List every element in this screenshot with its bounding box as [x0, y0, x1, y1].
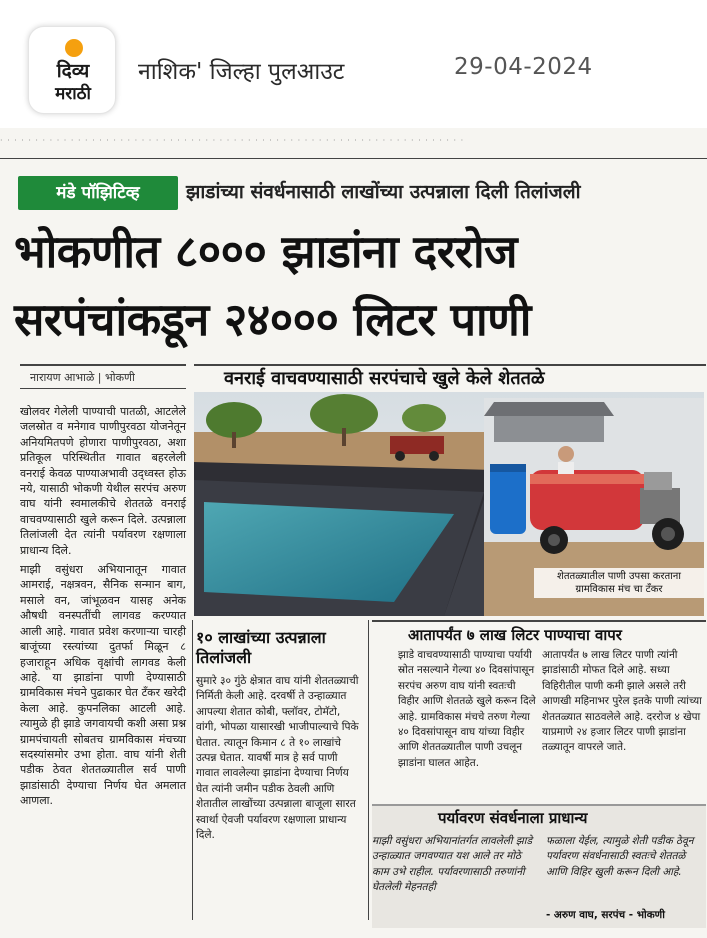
- clipped-text-strip: · · · · · · · · · · · · · · · · · · · · · · · · · · · · · · · · · · · · · · · · · · · · · · · · · · · · · · · · · · · · · · · · · ·: [0, 136, 465, 145]
- article-paragraph: खोलवर गेलेली पाण्याची पातळी, आटलेले जलस्रोत व मनेगाव पाणीपुरवठा योजनेतून अनियमितपणे होणारा पाणीपुरवठा, अशा प्रतिकूल परिस्थितीत गावात बहरलेली वनराई केवळ पाण्याअभावी उद्ध्वस्त होऊ नये, यासाठी भोकणी येथील सरपंच अरुण वाघ यांनी स्वमालकीचे शेततळे वनराई वाचवण्यासाठी खुले करून दिले. उत्पन्नाला तिलांजली देत त्यांनी पर्यावरण रक्षणाला प्राधान्य दिले.: [20, 405, 186, 557]
- divya-marathi-logo[interactable]: [28, 26, 116, 114]
- logo-line1: दिव्य: [56, 60, 90, 82]
- byline: नारायण आभाळे | भोकणी: [30, 371, 135, 384]
- divider: [20, 364, 186, 366]
- logo-line2: मराठी: [55, 84, 91, 104]
- headline-line1: भोकणीत ८००० झाडांना दररोज: [14, 225, 518, 278]
- newspaper-clipping[interactable]: [0, 128, 707, 938]
- box-c-title: पर्यावरण संवर्धनाला प्राधान्य: [438, 809, 588, 827]
- section-badge: मंडे पॉझिटिव्ह: [18, 176, 178, 210]
- page-title: नाशिक' जिल्हा पुलआउट: [138, 59, 345, 85]
- box-a-text: सुमारे ३० गुंठे क्षेत्रात वाघ यांनी शेततळ्याची निर्मिती केली आहे. दरवर्षी ते उन्हाळ्यात आपल्या शेतात कोबी, फ्लॉवर, टोमॅटो, वांगी, भोपळा यासारखी भाजीपाल्याचे पिके घेतात. त्यातून किमान ८ ते १० लाखांचे उत्पन्न घेतात. यावर्षी मात्र हे सर्व पाणी गावात लावलेल्या झाडांना देण्याचा निर्णय घेत त्यांनी जमीन पडीक ठेवली आणि शेतातील लाखोंच्या उत्पन्नाला बाजूला सारत स्वार्था ऐवजी पर्यावरण रक्षणाला प्राधान्य दिले.: [196, 675, 359, 842]
- box-b-title: आतापर्यंत ७ लाख लिटर पाण्याचा वापर: [408, 626, 622, 644]
- quote-right: फळाला येईल, त्यामुळे शेती पडीक ठेवून पर्यावरण संवर्धनासाठी स्वतःचे शेततळे आणि विहिर खुली करून दिली आहे.: [546, 835, 694, 878]
- box-b-left-text: झाडे वाचवण्यासाठी पाण्याचा पर्यायी स्रोत नसल्याने गेल्या ४० दिवसांपासून सरपंच अरुण वाघ यांनी स्वतःची विहीर आणि शेततळे खुले करून दिले आहे. ग्रामविकास मंचचे तरुण गेल्या ४० दिवसांपासून वाघ यांच्या विहीर आणि शेततळ्यातील पाणी उचलून झाडांना घालत आहेत.: [398, 649, 536, 769]
- divider: [20, 388, 186, 389]
- article-column: [20, 404, 186, 813]
- subheadline: झाडांच्या संवर्धनासाठी लाखोंच्या उत्पन्नाला दिली तिलांजली: [186, 181, 581, 203]
- edition-date: 29-04-2024: [454, 54, 593, 80]
- divider: [0, 158, 707, 159]
- divider: [372, 620, 706, 622]
- headline-line2: सरपंचांकडून २४००० लिटर पाणी: [14, 293, 531, 346]
- divider: [368, 620, 369, 920]
- sun-icon: [65, 39, 83, 57]
- divider: [192, 620, 193, 920]
- photo-caption: शेततळ्यातील पाणी उपसा करताना ग्रामविकास मंच चा टँकर: [534, 568, 704, 598]
- article-paragraph: माझी वसुंधरा अभियानातून गावात आमराई, नक्षत्रवन, सैनिक सन्मान बाग, मसाले वन, जांभूळवन यासह अनेक औषधी वनस्पतींची लागवड करण्यात आली आहे. गावात प्रवेश करणाऱ्या चारही बाजूंच्या रस्त्यांच्या दुतर्फा मिळून ८ हजाराहून अधिक वृक्षांची लागवड केली आहे. या झाडांना पाणी देण्यासाठी ग्रामविकास मंचने पुढाकार घेत टँकर खरेदी केला आहे. कुपनलिका आटली आहे. त्यामुळे ही झाडे जगवायची कशी असा प्रश्न ग्रामपंचायती सोबतच ग्रामविकास मंचच्या सदस्यांसमोर उभा होता. वाघ यांनी शेती पडीक ठेवत शेततळ्यातील सर्व पाणी झाडांसाठी देण्याचा निर्णय घेत अमलात आणला.: [20, 563, 186, 808]
- box-a-title: १० लाखांच्या उत्पन्नाला तिलांजली: [196, 628, 326, 667]
- box-b-right-text: आतापर्यंत ७ लाख लिटर पाणी त्यांनी झाडांसाठी मोफत दिले आहे. सध्या विहिरीतील पाणी कमी झाले असले तरी आणखी महिनाभर पुरेल इतके पाणी त्यांच्या शेततळ्यात साठवलेले आहे. दररोज ४ खेपा याप्रमाणे २४ हजार लिटर पाणी झाडांना तळ्यातून वापरले जाते.: [542, 649, 702, 754]
- app-header: [0, 0, 707, 128]
- quote-left: माझी वसुंधरा अभियानांतर्गत लावलेली झाडे उन्हाळ्यात जगवण्यात यश आले तर मोठे काम उभे राहील. पर्यावरणासाठी तरुणांनी घेतलेली मेहनतही: [372, 835, 532, 894]
- photo-title: वनराई वाचवण्यासाठी सरपंचाचे खुले केले शेततळे: [224, 368, 545, 389]
- quote-signature: - अरुण वाघ, सरपंच - भोकणी: [546, 909, 665, 921]
